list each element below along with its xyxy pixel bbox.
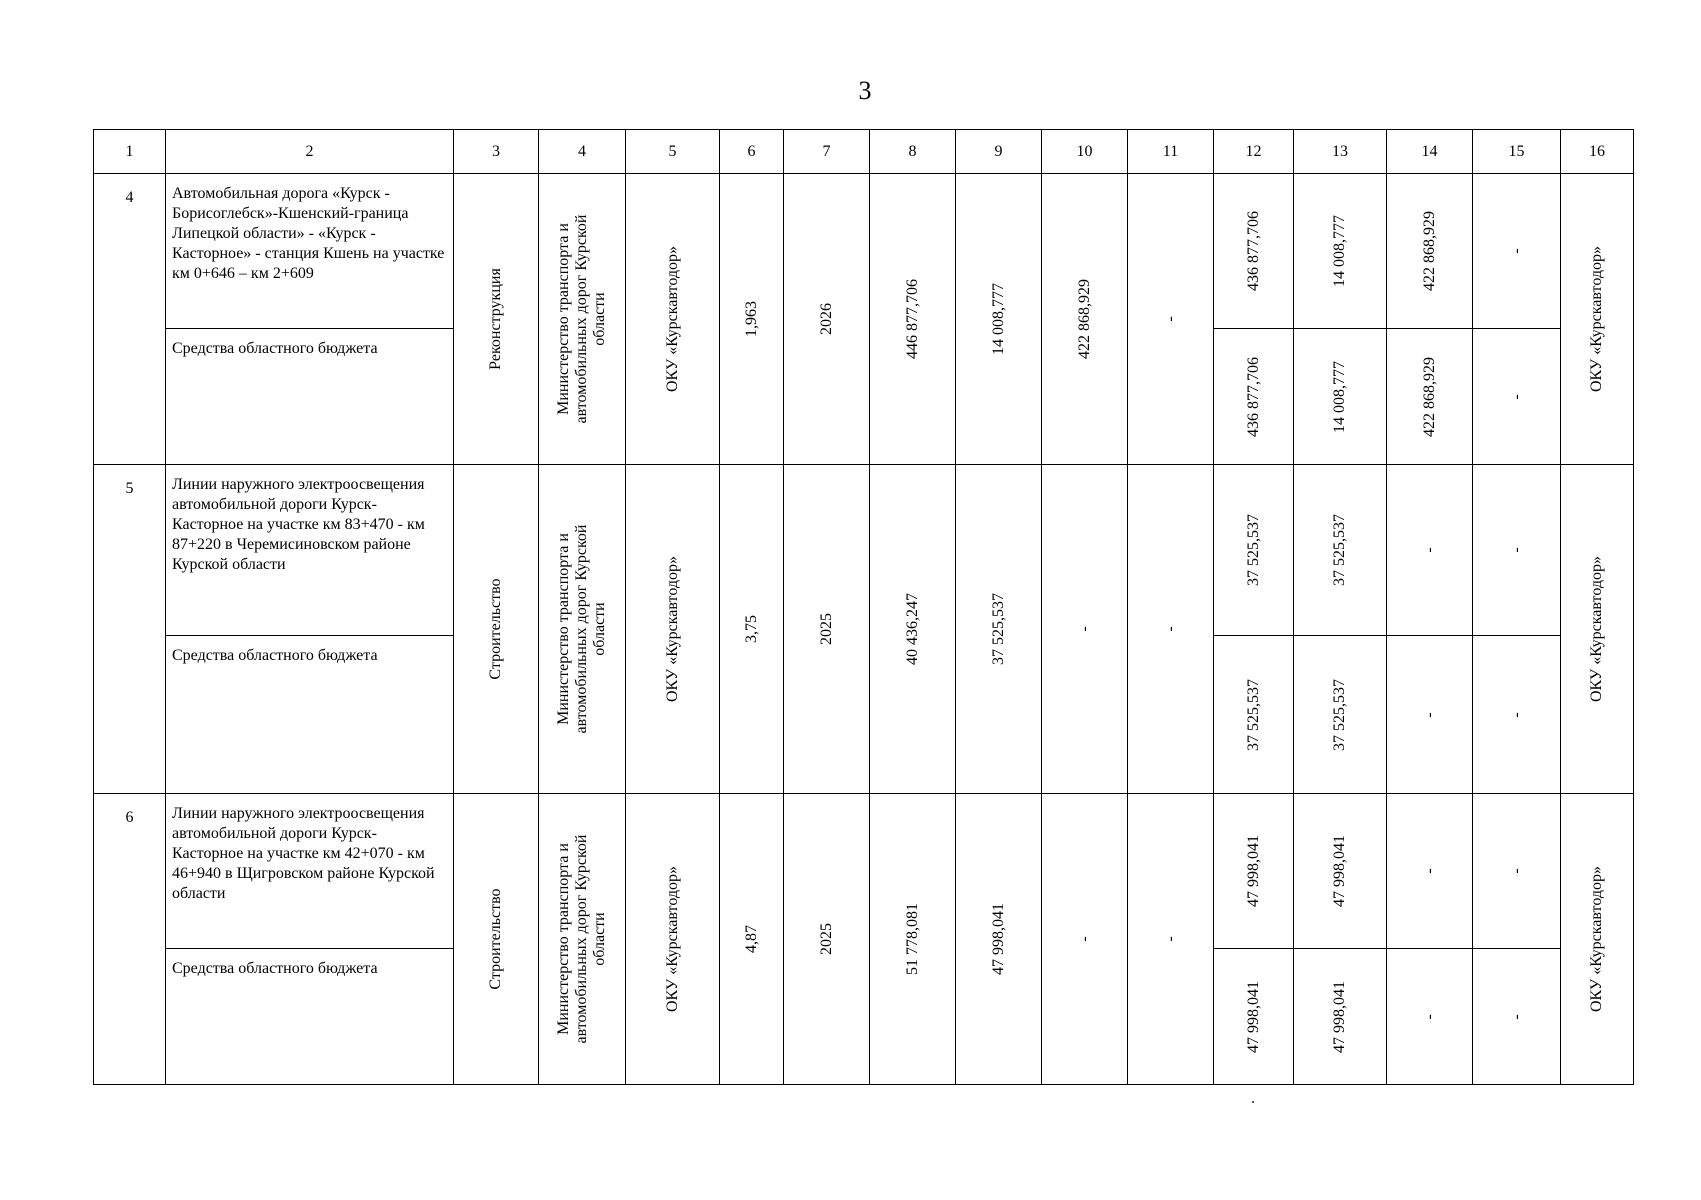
- col15-value: -: [1507, 393, 1525, 400]
- col12-cell: [1214, 329, 1294, 465]
- col13-value: 47 998,041: [1331, 835, 1348, 907]
- cost-total-cell: [870, 794, 956, 1085]
- col12-value: 436 877,706: [1244, 211, 1262, 291]
- customer-cell: [626, 465, 720, 794]
- work-type: Строительство: [487, 888, 504, 990]
- row-number: 5: [94, 465, 166, 794]
- col9-cell: [956, 174, 1042, 465]
- ministry-cell: [539, 465, 626, 794]
- col15-cell: [1473, 636, 1561, 794]
- year: 2025: [817, 613, 835, 645]
- ministry: Министерство транспорта и автомобильных дорог Курской области: [555, 834, 608, 1044]
- col14-value: -: [1420, 711, 1438, 718]
- col11-cell: [1128, 465, 1214, 794]
- col10-cell: [1042, 174, 1128, 465]
- header-cell: 6: [720, 130, 784, 174]
- col9-cell: [956, 465, 1042, 794]
- year: 2026: [817, 303, 835, 335]
- work-type: Строительство: [487, 578, 504, 680]
- col15-cell: [1473, 174, 1561, 329]
- header-row: [94, 130, 1634, 174]
- header-cell: 11: [1128, 130, 1214, 174]
- customer-cell: [626, 174, 720, 465]
- capacity: 1,963: [742, 301, 760, 337]
- capacity-cell: [720, 465, 784, 794]
- col12-cell: [1214, 465, 1294, 636]
- col14-cell: [1387, 636, 1473, 794]
- col10-value: 422 868,929: [1075, 279, 1093, 359]
- cost-total: 446 877,706: [903, 279, 921, 359]
- col13-cell: [1294, 794, 1387, 949]
- col11-value: -: [1161, 936, 1179, 942]
- col10-value: -: [1075, 626, 1093, 632]
- header-cell: 1: [94, 130, 166, 174]
- work-type-cell: [454, 174, 539, 465]
- col15-cell: [1473, 949, 1561, 1085]
- col9-value: 47 998,041: [989, 903, 1007, 975]
- customer-cell: [626, 794, 720, 1085]
- executor: ОКУ «Курскавтодор»: [1588, 865, 1605, 1013]
- year-cell: [784, 465, 870, 794]
- capacity-cell: [720, 174, 784, 465]
- header-cell: 10: [1042, 130, 1128, 174]
- col14-value: -: [1420, 547, 1438, 553]
- col12-value: 37 525,537: [1244, 514, 1262, 586]
- col9-value: 14 008,777: [989, 283, 1007, 355]
- col13-cell: [1294, 949, 1387, 1085]
- work-type-cell: [454, 794, 539, 1085]
- col15-cell: [1473, 465, 1561, 636]
- header-cell: 4: [539, 130, 626, 174]
- budget-label: Средства областного бюджета: [166, 329, 454, 465]
- col10-cell: [1042, 794, 1128, 1085]
- col11-cell: [1128, 794, 1214, 1085]
- header-cell: 8: [870, 130, 956, 174]
- customer: ОКУ «Курскавтодор»: [663, 245, 681, 393]
- col14-cell: [1387, 174, 1473, 329]
- cost-total: 51 778,081: [903, 903, 921, 975]
- header-cell: 3: [454, 130, 539, 174]
- col11-value: -: [1161, 626, 1179, 632]
- col15-value: -: [1507, 547, 1525, 553]
- header-cell: 7: [784, 130, 870, 174]
- col15-cell: [1473, 794, 1561, 949]
- col14-value: 422 868,929: [1420, 211, 1438, 291]
- header-cell: 14: [1387, 130, 1473, 174]
- header-cell: 16: [1561, 130, 1634, 174]
- col13-value: 37 525,537: [1331, 514, 1348, 586]
- year: 2025: [817, 923, 835, 955]
- col14-value: 422 868,929: [1420, 356, 1438, 437]
- col9-value: 37 525,537: [989, 593, 1007, 665]
- header-cell: 13: [1294, 130, 1387, 174]
- work-type-cell: [454, 465, 539, 794]
- executor: ОКУ «Курскавтодор»: [1588, 555, 1605, 703]
- cost-total-cell: [870, 465, 956, 794]
- col14-value: -: [1420, 868, 1438, 874]
- ministry-cell: [539, 174, 626, 465]
- col12-value: 37 525,537: [1244, 678, 1262, 751]
- col13-value: 47 998,041: [1331, 980, 1348, 1053]
- executor-cell: [1561, 174, 1634, 465]
- col13-value: 14 008,777: [1331, 215, 1348, 287]
- col15-value: -: [1507, 248, 1525, 254]
- header-cell: 15: [1473, 130, 1561, 174]
- ministry-cell: [539, 794, 626, 1085]
- page-number: 3: [858, 76, 872, 105]
- col11-value: -: [1161, 316, 1179, 322]
- executor-cell: [1561, 465, 1634, 794]
- col14-cell: [1387, 949, 1473, 1085]
- header-cell: 2: [166, 130, 454, 174]
- cost-total: 40 436,247: [903, 593, 921, 665]
- col13-value: 14 008,777: [1331, 360, 1348, 433]
- row-number: 4: [94, 174, 166, 465]
- budget-label: Средства областного бюджета: [166, 636, 454, 794]
- col15-value: -: [1507, 1013, 1525, 1020]
- header-cell: 12: [1214, 130, 1294, 174]
- col15-value: -: [1507, 711, 1525, 718]
- col14-cell: [1387, 329, 1473, 465]
- object-table: [93, 129, 1634, 1085]
- col12-cell: [1214, 794, 1294, 949]
- object-name: Автомобильная дорога «Курск - Борисоглебск»-Кшенский-граница Липецкой области» - «Курск - Касторное» - станция Кшень на участке км 0+646 – км 2+609: [166, 174, 454, 329]
- col9-cell: [956, 794, 1042, 1085]
- col12-cell: [1214, 636, 1294, 794]
- customer: ОКУ «Курскавтодор»: [663, 865, 681, 1013]
- col15-cell: [1473, 329, 1561, 465]
- table-row: [94, 465, 1634, 636]
- capacity: 3,75: [742, 615, 760, 643]
- object-name: Линии наружного электроосвещения автомобильной дороги Курск-Касторное на участке км 42+070 - км 46+940 в Щигровском районе Курской области: [166, 794, 454, 949]
- row-number: 6: [94, 794, 166, 1085]
- col12-value: 47 998,041: [1244, 835, 1262, 907]
- executor-cell: [1561, 794, 1634, 1085]
- col13-cell: [1294, 329, 1387, 465]
- col13-cell: [1294, 465, 1387, 636]
- col14-cell: [1387, 794, 1473, 949]
- col13-cell: [1294, 174, 1387, 329]
- col14-value: -: [1420, 1013, 1438, 1020]
- col13-value: 37 525,537: [1331, 678, 1348, 751]
- cost-total-cell: [870, 174, 956, 465]
- table-row: [94, 794, 1634, 949]
- col15-value: -: [1507, 868, 1525, 874]
- col12-value: 436 877,706: [1244, 356, 1262, 437]
- object-name: Линии наружного электроосвещения автомобильной дороги Курск-Касторное на участке км 83+470 - км 87+220 в Черемисиновском районе Курской области: [166, 465, 454, 636]
- executor: ОКУ «Курскавтодор»: [1588, 245, 1605, 393]
- ministry: Министерство транспорта и автомобильных дорог Курской области: [555, 214, 608, 424]
- capacity-cell: [720, 794, 784, 1085]
- customer: ОКУ «Курскавтодор»: [663, 555, 681, 703]
- header-cell: 5: [626, 130, 720, 174]
- col10-cell: [1042, 465, 1128, 794]
- col10-value: -: [1075, 936, 1093, 942]
- col12-cell: [1214, 949, 1294, 1085]
- header-cell: 9: [956, 130, 1042, 174]
- ministry: Министерство транспорта и автомобильных дорог Курской области: [555, 524, 608, 734]
- table-row: [94, 174, 1634, 329]
- col14-cell: [1387, 465, 1473, 636]
- scan-speck: [1252, 1101, 1254, 1103]
- capacity: 4,87: [742, 925, 760, 953]
- year-cell: [784, 174, 870, 465]
- work-type: Реконструкция: [487, 268, 504, 370]
- col11-cell: [1128, 174, 1214, 465]
- col12-value: 47 998,041: [1244, 980, 1262, 1053]
- year-cell: [784, 794, 870, 1085]
- budget-label: Средства областного бюджета: [166, 949, 454, 1085]
- col13-cell: [1294, 636, 1387, 794]
- col12-cell: [1214, 174, 1294, 329]
